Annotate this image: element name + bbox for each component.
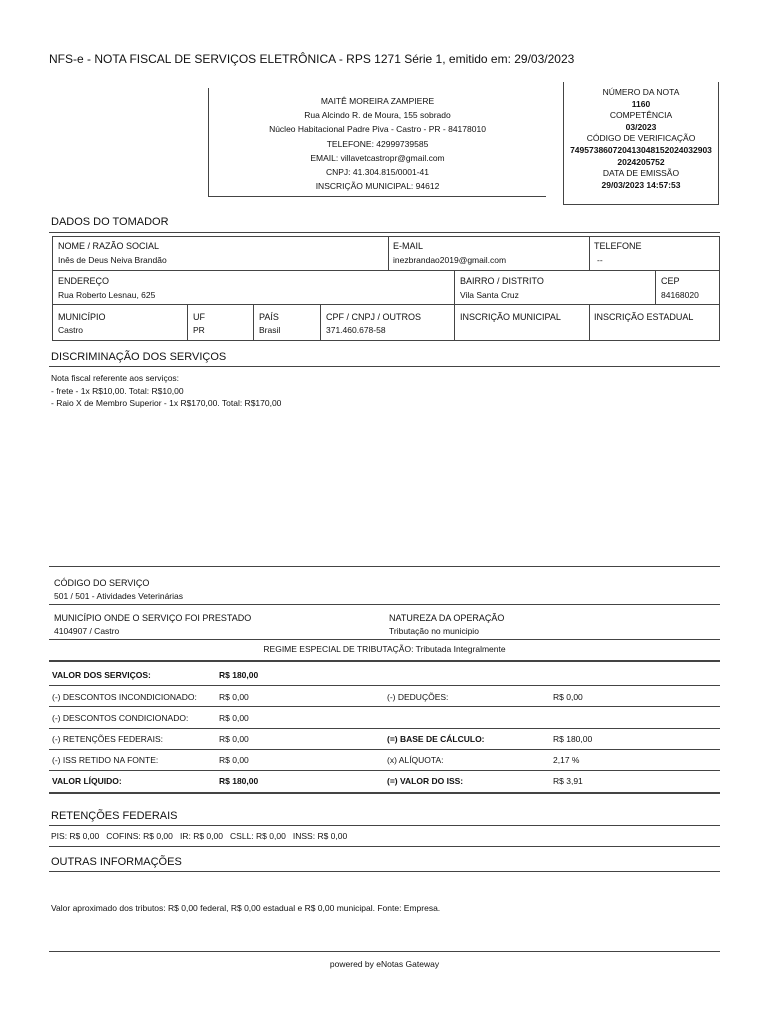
emitter-municipal-reg: INSCRIÇÃO MUNICIPAL: 94612 xyxy=(315,181,440,192)
divider xyxy=(49,825,720,826)
taker-doc-label: CPF / CNPJ / OUTROS xyxy=(326,312,422,322)
taker-district: Vila Santa Cruz xyxy=(460,290,519,300)
issue-date: 29/03/2023 14:57:53 xyxy=(601,179,681,190)
taker-uf-label: UF xyxy=(193,312,205,322)
divider xyxy=(187,304,188,340)
taker-phone-label: TELEFONE xyxy=(594,241,642,251)
taker-section-title: DADOS DO TOMADOR xyxy=(51,216,169,228)
note-info-box xyxy=(563,82,719,205)
net-value: R$ 180,00 xyxy=(219,776,259,786)
divider xyxy=(49,685,720,686)
divider xyxy=(49,706,720,707)
taker-name-label: NOME / RAZÃO SOCIAL xyxy=(58,241,160,251)
emitter-address2: Núcleo Habitacional Padre Piva - Castro - PR - 84178010 xyxy=(269,124,486,135)
divider xyxy=(49,366,720,367)
taker-name: Inês de Deus Neiva Brandão xyxy=(58,255,167,265)
divider xyxy=(52,236,53,340)
service-code-label: CÓDIGO DO SERVIÇO xyxy=(54,578,150,588)
emitter-name: MAITÊ MOREIRA ZAMPIERE xyxy=(320,96,435,106)
taker-doc: 371.460.678-58 xyxy=(326,325,386,335)
base-label: (=) BASE DE CÁLCULO: xyxy=(387,734,485,744)
divider xyxy=(52,304,720,305)
taker-municipal-label: INSCRIÇÃO MUNICIPAL xyxy=(460,312,561,322)
service-city-label: MUNICÍPIO ONDE O SERVIÇO FOI PRESTADO xyxy=(54,613,252,623)
services-line: Nota fiscal referente aos serviços: xyxy=(51,373,180,383)
divider xyxy=(49,749,720,750)
federal-retentions-line: PIS: R$ 0,00 COFINS: R$ 0,00 IR: R$ 0,00 CSLL: R$ 0,00 INSS: R$ 0,00 xyxy=(51,831,348,841)
taker-district-label: BAIRRO / DISTRITO xyxy=(460,276,544,286)
deductions-label: (-) DEDUÇÕES: xyxy=(387,692,449,702)
federal-value: R$ 0,00 xyxy=(219,734,249,744)
divider xyxy=(388,236,389,270)
iss-withheld-value: R$ 0,00 xyxy=(219,755,249,765)
divider xyxy=(589,304,590,340)
regime-text: REGIME ESPECIAL DE TRIBUTAÇÃO: Tributada Integralmente xyxy=(263,644,506,654)
divider xyxy=(589,236,590,270)
services-line: - frete - 1x R$10,00. Total: R$10,00 xyxy=(51,386,184,396)
service-city-value: 4104907 / Castro xyxy=(54,626,120,636)
divider xyxy=(49,232,720,233)
taker-city-label: MUNICÍPIO xyxy=(58,312,106,322)
rate-label: (x) ALÍQUOTA: xyxy=(387,755,444,765)
divider xyxy=(49,951,720,952)
note-number-label: NÚMERO DA NOTA xyxy=(602,87,680,97)
divider xyxy=(49,770,720,771)
base-value: R$ 180,00 xyxy=(553,734,593,744)
services-line: - Raio X de Membro Superior - 1x R$170,00. Total: R$170,00 xyxy=(51,398,282,408)
divider xyxy=(719,236,720,340)
taker-uf: PR xyxy=(193,325,205,335)
taker-address: Rua Roberto Lesnau, 625 xyxy=(58,290,156,300)
document-title: NFS-e - NOTA FISCAL DE SERVIÇOS ELETRÔNICA - RPS 1271 Série 1, emitido em: 29/03/2023 xyxy=(49,52,575,66)
divider xyxy=(49,871,720,872)
nature-label: NATUREZA DA OPERAÇÃO xyxy=(389,613,505,623)
taker-phone: -- xyxy=(597,255,603,265)
verification-label: CÓDIGO DE VERIFICAÇÃO xyxy=(586,133,696,144)
iss-withheld-label: (-) ISS RETIDO NA FONTE: xyxy=(52,755,159,765)
federal-label: (-) RETENÇÕES FEDERAIS: xyxy=(52,734,163,744)
divider xyxy=(320,304,321,340)
taker-email-label: E-MAIL xyxy=(393,241,424,251)
divider xyxy=(52,340,720,341)
competence-value: 03/2023 xyxy=(625,121,657,132)
taker-address-label: ENDEREÇO xyxy=(58,276,110,286)
taker-city: Castro xyxy=(58,325,84,335)
taker-state-label: INSCRIÇÃO ESTADUAL xyxy=(594,312,694,322)
footer-text: powered by eNotas Gateway xyxy=(329,959,440,969)
services-section-title: DISCRIMINAÇÃO DOS SERVIÇOS xyxy=(51,351,227,363)
emitter-address1: Rua Alcindo R. de Moura, 155 sobrado xyxy=(304,110,451,121)
divider xyxy=(49,639,720,640)
verification-line2: 2024205752 xyxy=(617,156,665,167)
taker-cep: 84168020 xyxy=(661,290,699,300)
other-section-title: OUTRAS INFORMAÇÕES xyxy=(51,856,182,868)
iss-value-label: (=) VALOR DO ISS: xyxy=(387,776,464,786)
iss-value: R$ 3,91 xyxy=(553,776,583,786)
divider xyxy=(52,236,720,237)
deductions-value: R$ 0,00 xyxy=(553,692,583,702)
competence-label: COMPETÊNCIA xyxy=(609,110,673,121)
divider xyxy=(454,270,455,304)
services-value-label: VALOR DOS SERVIÇOS: xyxy=(52,670,151,680)
unconditional-label: (-) DESCONTOS INCONDICIONADO: xyxy=(52,692,197,702)
taker-cep-label: CEP xyxy=(661,276,680,286)
divider xyxy=(49,660,720,662)
conditional-value: R$ 0,00 xyxy=(219,713,249,723)
taker-email: inezbrandao2019@gmail.com xyxy=(393,255,507,265)
emitter-email: EMAIL: villavetcastropr@gmail.com xyxy=(310,152,445,163)
divider xyxy=(49,566,720,567)
divider xyxy=(253,304,254,340)
net-value-label: VALOR LÍQUIDO: xyxy=(52,776,122,786)
emitter-phone: TELEFONE: 42999739585 xyxy=(326,138,429,149)
divider xyxy=(52,270,720,271)
divider xyxy=(49,846,720,847)
rate-value: 2,17 % xyxy=(553,755,580,765)
divider xyxy=(49,728,720,729)
emitter-block xyxy=(208,88,546,197)
divider xyxy=(49,604,720,605)
emitter-cnpj: CNPJ: 41.304.815/0001-41 xyxy=(325,167,430,178)
divider xyxy=(49,792,720,794)
taker-country-label: PAÍS xyxy=(259,312,279,322)
divider xyxy=(655,270,656,304)
taker-country: Brasil xyxy=(259,325,281,335)
divider xyxy=(454,304,455,340)
federal-section-title: RETENÇÕES FEDERAIS xyxy=(51,810,178,822)
verification-line1: 749573860720413048152024032903 xyxy=(570,144,712,155)
conditional-label: (-) DESCONTOS CONDICIONADO: xyxy=(52,713,189,723)
nature-value: Tributação no municipio xyxy=(389,626,479,636)
service-code-value: 501 / 501 - Atividades Veterinárias xyxy=(54,591,183,601)
note-number: 1160 xyxy=(631,98,651,109)
services-value: R$ 180,00 xyxy=(219,670,259,680)
other-info-text: Valor aproximado dos tributos: R$ 0,00 federal, R$ 0,00 estadual e R$ 0,00 municipal. Fonte: Empresa. xyxy=(51,903,441,913)
unconditional-value: R$ 0,00 xyxy=(219,692,249,702)
issue-date-label: DATA DE EMISSÃO xyxy=(602,168,680,179)
